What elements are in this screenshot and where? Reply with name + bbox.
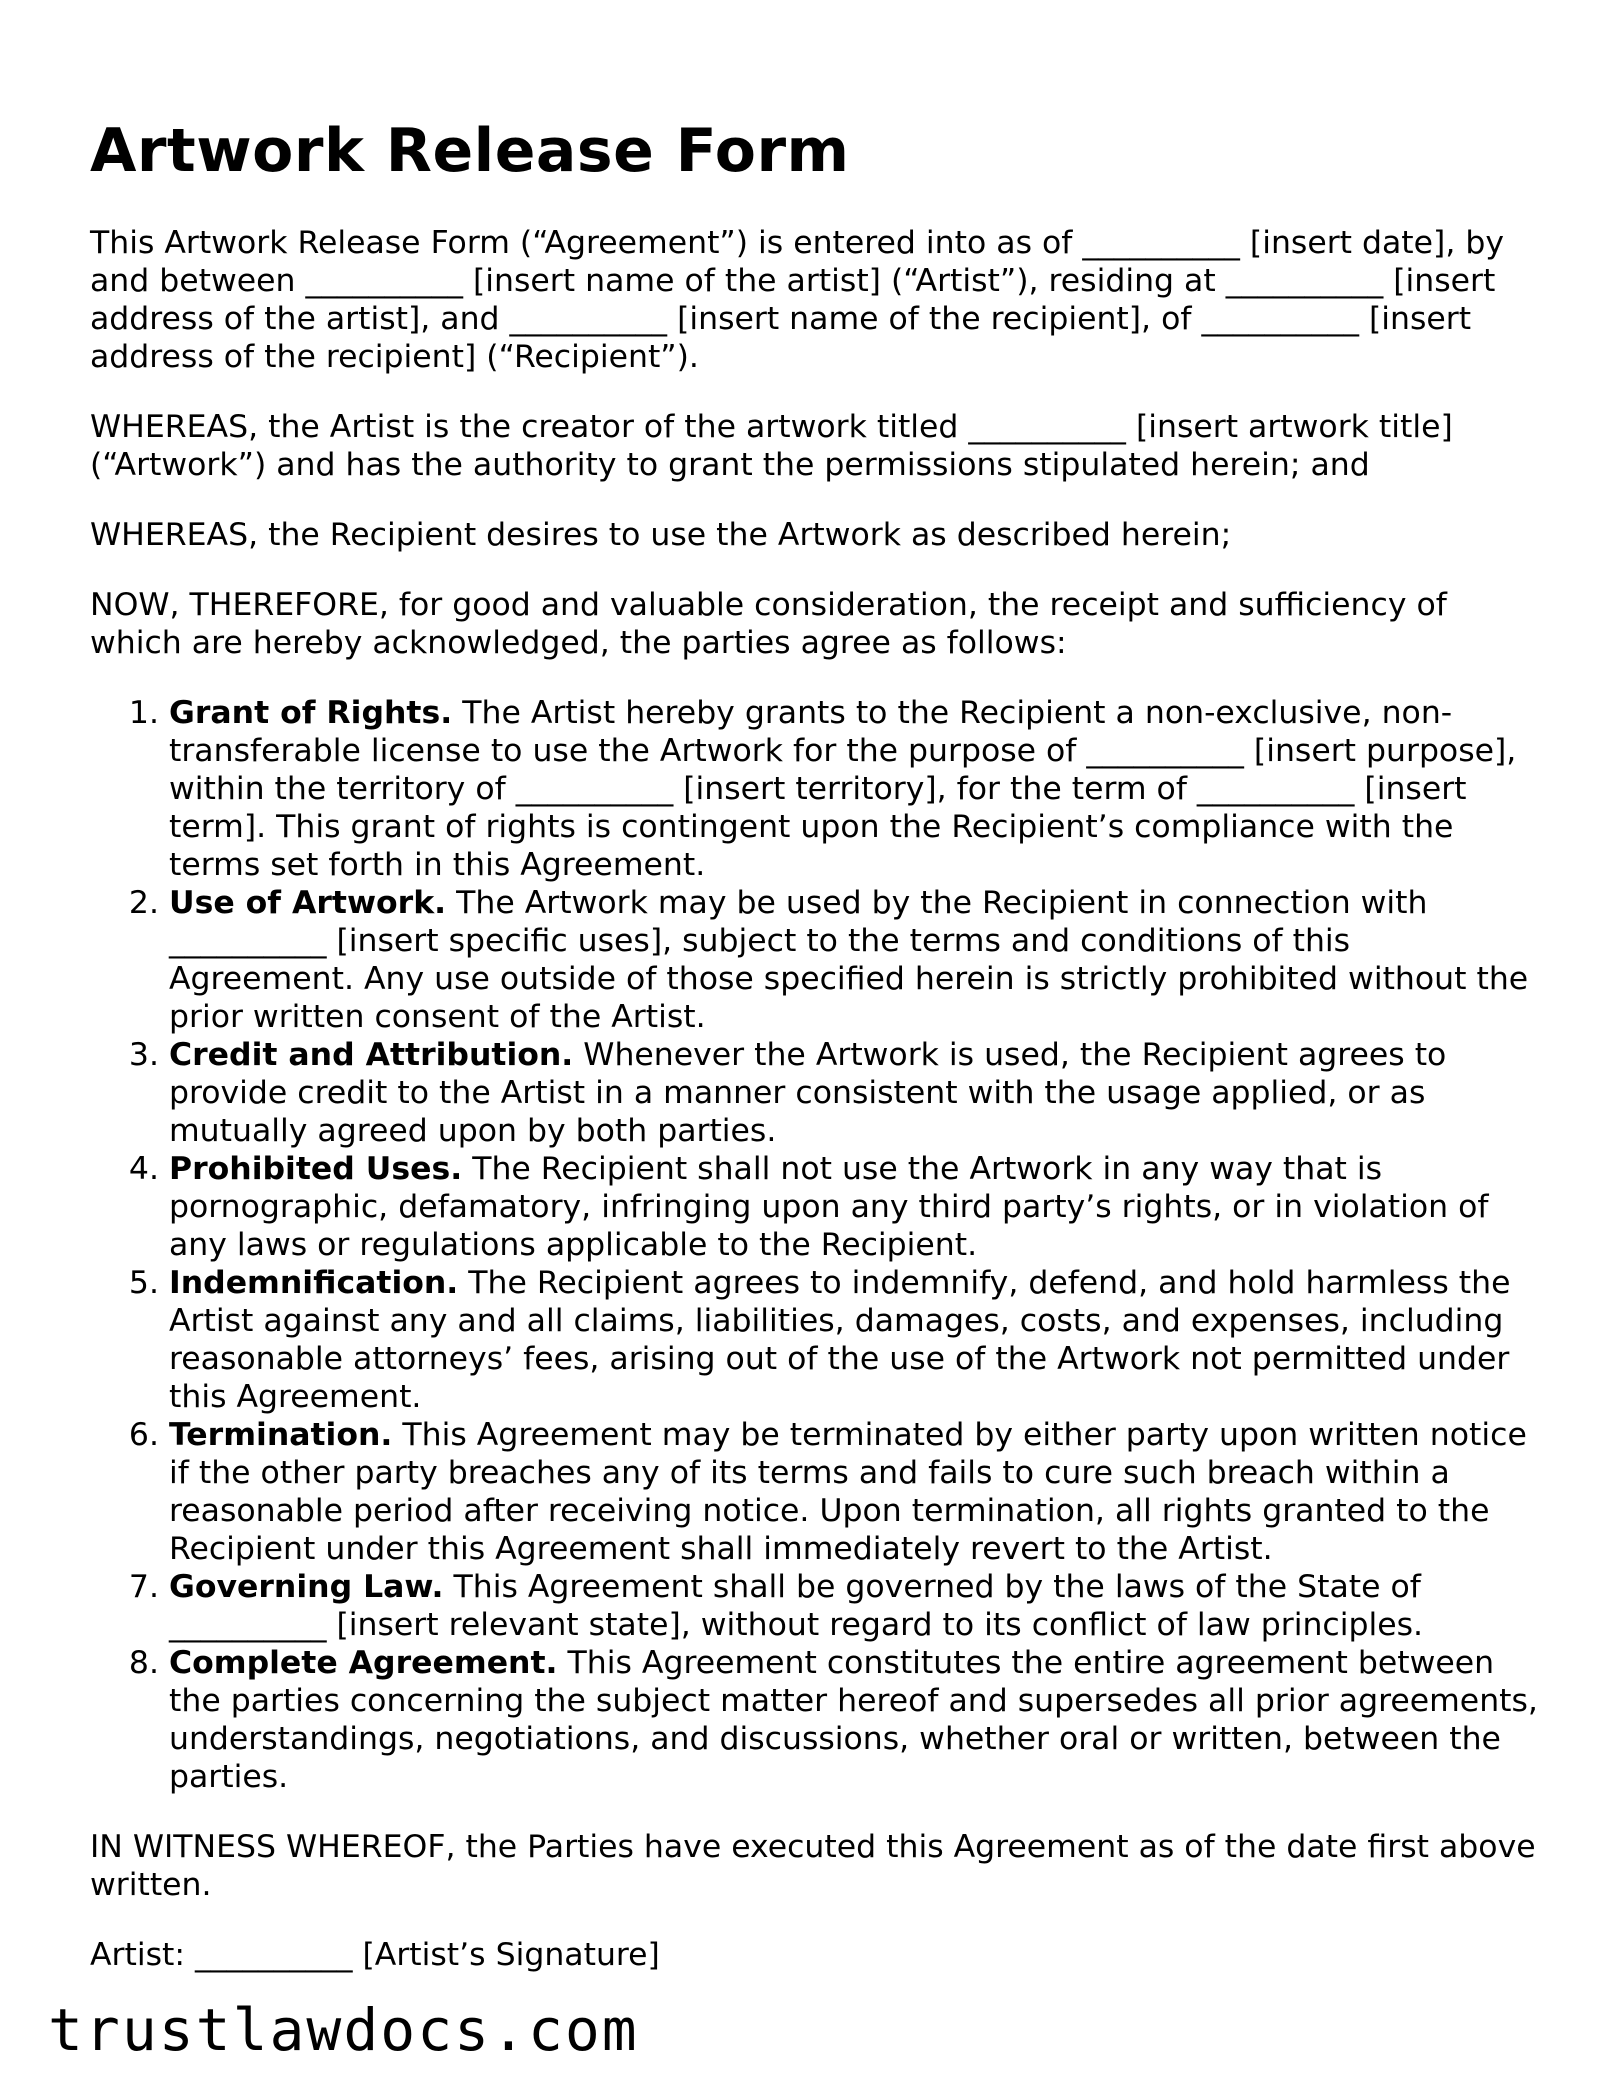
artist-signature-line: Artist: __________ [Artist’s Signature] bbox=[90, 1937, 660, 1973]
clause-heading: Credit and Attribution. bbox=[169, 1037, 574, 1073]
clause-prohibited-uses bbox=[169, 1150, 1540, 1264]
clause-text: The Recipient agrees to indemnify, defend, and hold harmless the Artist against any and all claims, liabilities, damages, costs, and expenses, including reasonable attorneys’ fees, arising out of the use of the Artwork not permitted under this Agreement. bbox=[169, 1265, 1511, 1415]
clause-text: Whenever the Artwork is used, the Recipient agrees to provide credit to the Artist in a manner consistent with the usage applied, or as mutually agreed upon by both parties. bbox=[169, 1037, 1447, 1149]
watermark-text: trustlawdocs.com bbox=[48, 1996, 639, 2064]
document-page bbox=[90, 112, 1540, 2006]
clause-use-of-artwork bbox=[169, 884, 1540, 1036]
clause-text: The Recipient shall not use the Artwork in any way that is pornographic, defamatory, infringing upon any third party’s rights, or in violation of any laws or regulations applicable to the Recipient. bbox=[169, 1151, 1489, 1263]
witness-paragraph: IN WITNESS WHEREOF, the Parties have executed this Agreement as of the date first above written. bbox=[90, 1829, 1536, 1903]
clause-grant-of-rights bbox=[169, 694, 1540, 884]
clause-heading: Prohibited Uses. bbox=[169, 1151, 463, 1187]
clause-heading: Grant of Rights. bbox=[169, 695, 453, 731]
clause-governing-law bbox=[169, 1568, 1540, 1644]
clause-text: The Artist hereby grants to the Recipient a non-exclusive, non-transferable license to use the Artwork for the purpose of __________ [insert purpose], within the territory of __________ [insert territory], for the term of __________ [insert term]. This grant of rights is contingent upon the Recipient’s compliance with the terms set forth in this Agreement. bbox=[169, 695, 1517, 883]
clause-heading: Use of Artwork. bbox=[169, 885, 447, 921]
clause-text: The Artwork may be used by the Recipient in connection with __________ [insert specific uses], subject to the terms and conditions of this Agreement. Any use outside of those specified herein is strictly prohibited without the prior written consent of the Artist. bbox=[169, 885, 1529, 1035]
clause-heading: Termination. bbox=[169, 1417, 393, 1453]
whereas-artist-paragraph: WHEREAS, the Artist is the creator of the artwork titled __________ [insert artwork title] (“Artwork”) and has the authority to grant the permissions stipulated herein; and bbox=[90, 409, 1453, 483]
clause-credit-and-attribution bbox=[169, 1036, 1540, 1150]
clause-indemnification bbox=[169, 1264, 1540, 1416]
clause-heading: Governing Law. bbox=[169, 1569, 444, 1605]
clause-text: This Agreement constitutes the entire agreement between the parties concerning the subject matter hereof and supersedes all prior agreements, understandings, negotiations, and discussions, whether oral or written, between the parties. bbox=[169, 1645, 1538, 1795]
clause-text: This Agreement may be terminated by either party upon written notice if the other party breaches any of its terms and fails to cure such breach within a reasonable period after receiving notice. Upon termination, all rights granted to the Recipient under this Agreement shall immediately revert to the Artist. bbox=[169, 1417, 1527, 1567]
intro-paragraph: This Artwork Release Form (“Agreement”) is entered into as of __________ [insert date], by and between __________ [insert name of the artist] (“Artist”), residing at __________ [insert address of the artist], and __________ [insert name of the recipient], of __________ [insert address of the recipient] (“Recipient”). bbox=[90, 225, 1504, 375]
clause-heading: Indemnification. bbox=[169, 1265, 459, 1301]
clause-termination bbox=[169, 1416, 1540, 1568]
clause-complete-agreement bbox=[169, 1644, 1540, 1796]
whereas-recipient-paragraph: WHEREAS, the Recipient desires to use the Artwork as described herein; bbox=[90, 517, 1232, 553]
clause-heading: Complete Agreement. bbox=[169, 1645, 558, 1681]
now-therefore-paragraph: NOW, THEREFORE, for good and valuable consideration, the receipt and sufficiency of which are hereby acknowledged, the parties agree as follows: bbox=[90, 587, 1447, 661]
document-title: Artwork Release Form bbox=[90, 116, 850, 186]
clauses-list bbox=[90, 694, 1540, 1796]
clause-text: This Agreement shall be governed by the laws of the State of __________ [insert relevant state], without regard to its conflict of law principles. bbox=[169, 1569, 1424, 1643]
